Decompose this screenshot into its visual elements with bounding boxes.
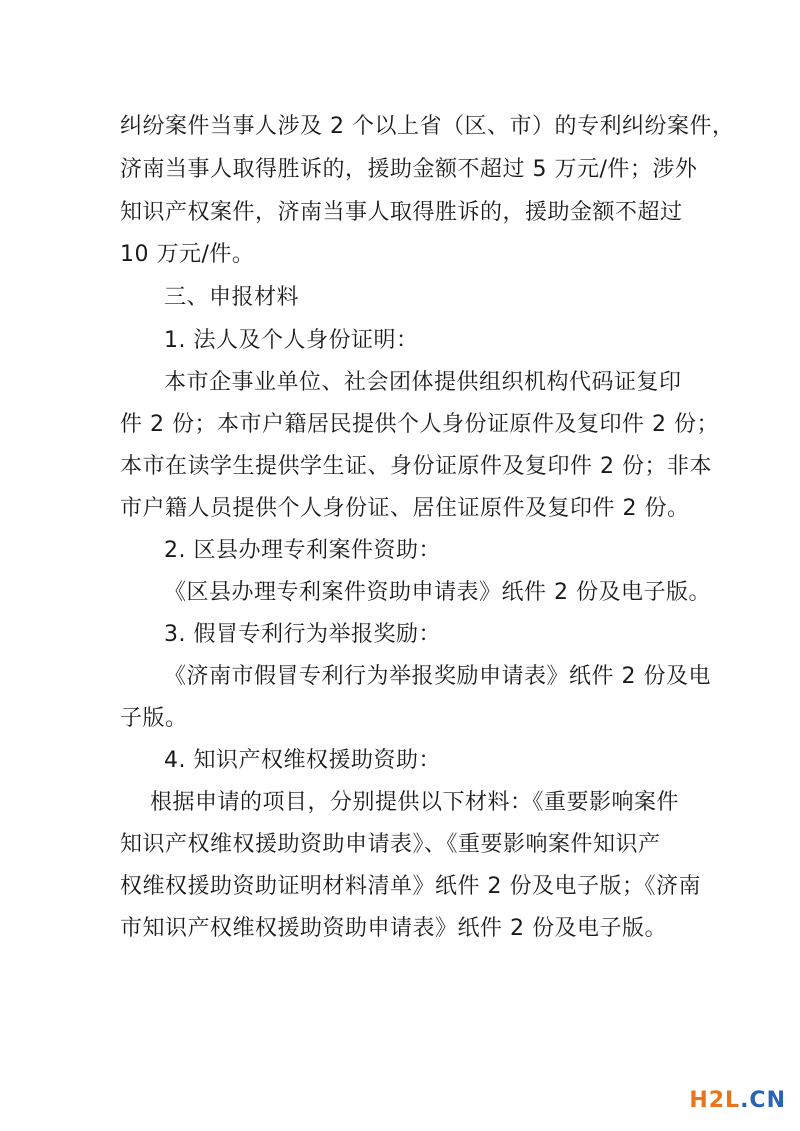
paragraph-line: 本市在读学生提供学生证、身份证原件及复印件 2 份；非本 bbox=[120, 454, 712, 479]
paragraph-line: 济南当事人取得胜诉的，援助金额不超过 5 万元/件；涉外 bbox=[120, 157, 698, 182]
paragraph-line: 知识产权案件，济南当事人取得胜诉的，援助金额不超过 bbox=[120, 200, 683, 225]
watermark-h2l: H2L bbox=[689, 1088, 741, 1113]
paragraph-line: 件 2 份；本市户籍居民提供个人身份证原件及复印件 2 份； bbox=[120, 412, 719, 437]
paragraph-line: 根据申请的项目，分别提供以下材料：《重要影响案件 bbox=[150, 790, 680, 815]
paragraph-line: 本市企事业单位、社会团体提供组织机构代码证复印 bbox=[164, 370, 682, 395]
subsection-heading: 3. 假冒专利行为举报奖励： bbox=[164, 622, 441, 647]
section-heading: 三、申报材料 bbox=[164, 285, 300, 310]
subsection-heading: 4. 知识产权维权援助资助： bbox=[164, 748, 441, 773]
paragraph-line: 《区县办理专利案件资助申请表》纸件 2 份及电子版。 bbox=[164, 580, 711, 605]
paragraph-line: 权维权援助资助证明材料清单》纸件 2 份及电子版；《济南 bbox=[120, 874, 701, 899]
paragraph-line: 子版。 bbox=[120, 706, 188, 731]
subsection-heading: 2. 区县办理专利案件资助： bbox=[164, 538, 441, 563]
paragraph-line: 市户籍人员提供个人身份证、居住证原件及复印件 2 份。 bbox=[120, 496, 690, 521]
paragraph-line: 10 万元/件。 bbox=[120, 242, 255, 267]
watermark-cn: .CN bbox=[740, 1088, 786, 1113]
paragraph-line: 纠纷案件当事人涉及 2 个以上省（区、市）的专利纠纷案件， bbox=[120, 114, 735, 139]
site-watermark bbox=[689, 1088, 786, 1113]
paragraph-line: 《济南市假冒专利行为举报奖励申请表》纸件 2 份及电 bbox=[164, 664, 711, 689]
paragraph-line: 知识产权维权援助资助申请表》、《重要影响案件知识产 bbox=[120, 832, 661, 857]
subsection-heading: 1. 法人及个人身份证明： bbox=[164, 328, 419, 353]
paragraph-line: 市知识产权维权援助资助申请表》纸件 2 份及电子版。 bbox=[120, 916, 667, 941]
